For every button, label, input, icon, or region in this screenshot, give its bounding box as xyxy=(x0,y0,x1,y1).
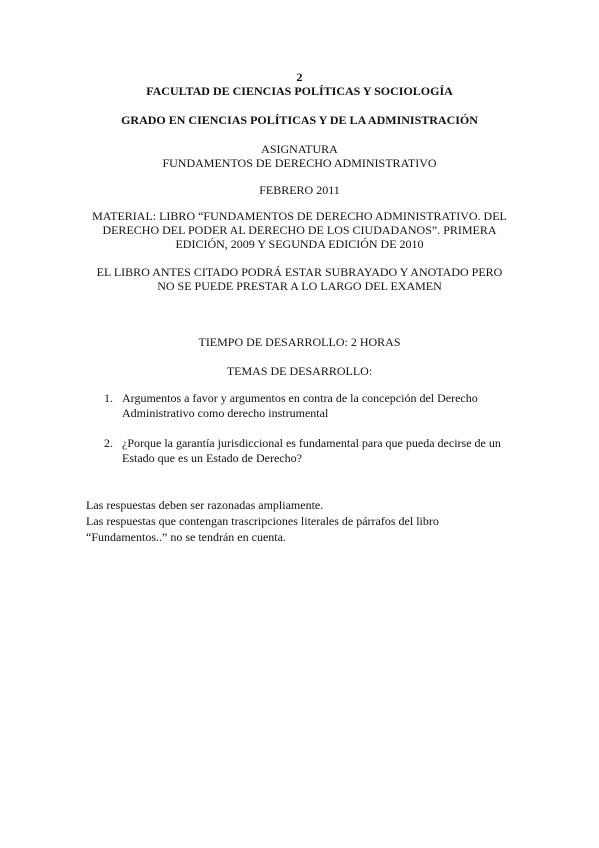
item-text xyxy=(122,391,524,421)
degree-block xyxy=(0,113,599,127)
item-number: 1. xyxy=(104,391,113,405)
exam-date: FEBRERO 2011 xyxy=(259,183,340,197)
material-line: EDICIÓN, 2009 Y SEGUNDA EDICIÓN DE 2010 xyxy=(175,237,424,251)
subject-label: ASIGNATURA xyxy=(261,142,338,156)
topics-list xyxy=(104,391,524,466)
note-line: “Fundamentos..” no se tendrán en cuenta. xyxy=(86,530,286,544)
date-block xyxy=(0,183,599,197)
material-line: DERECHO DEL PODER AL DERECHO DE LOS CIUDADANOS”. PRIMERA xyxy=(102,223,497,237)
item-text-line: Administrativo como derecho instrumental xyxy=(122,406,329,420)
note-line: Las respuestas que contengan trascripciones literales de párrafos del libro xyxy=(86,514,439,528)
time-block xyxy=(0,335,599,349)
book-rule-line: EL LIBRO ANTES CITADO PODRÁ ESTAR SUBRAYADO Y ANOTADO PERO xyxy=(96,265,503,279)
item-text xyxy=(122,436,524,466)
material-block xyxy=(0,209,599,251)
material-line: MATERIAL: LIBRO “FUNDAMENTOS DE DERECHO ADMINISTRATIVO. DEL xyxy=(92,209,507,223)
book-rule-line: NO SE PUEDE PRESTAR A LO LARGO DEL EXAMEN xyxy=(157,279,442,293)
topics-heading-block xyxy=(0,364,599,378)
faculty-title: FACULTAD DE CIENCIAS POLÍTICAS Y SOCIOLOGÍA xyxy=(146,84,453,98)
item-text-line: Estado que es un Estado de Derecho? xyxy=(122,451,302,465)
note-line: Las respuestas deben ser razonadas ampliamente. xyxy=(86,498,324,512)
book-rule-block xyxy=(0,265,599,293)
degree-title: GRADO EN CIENCIAS POLÍTICAS Y DE LA ADMINISTRACIÓN xyxy=(121,113,478,127)
page-number: 2 xyxy=(296,70,303,84)
list-item xyxy=(104,391,524,421)
item-text-line: ¿Porque la garantía jurisdiccional es fundamental para que pueda decirse de un xyxy=(122,436,501,450)
time-limit: TIEMPO DE DESARROLLO: 2 HORAS xyxy=(198,335,401,349)
notes-block xyxy=(86,497,526,545)
list-item xyxy=(104,436,524,466)
subject-name: FUNDAMENTOS DE DERECHO ADMINISTRATIVO xyxy=(162,156,437,170)
page-header xyxy=(0,70,599,98)
item-number: 2. xyxy=(104,436,113,450)
topics-heading: TEMAS DE DESARROLLO: xyxy=(226,364,373,378)
subject-block xyxy=(0,142,599,170)
item-text-line: Argumentos a favor y argumentos en contra de la concepción del Derecho xyxy=(122,391,478,405)
